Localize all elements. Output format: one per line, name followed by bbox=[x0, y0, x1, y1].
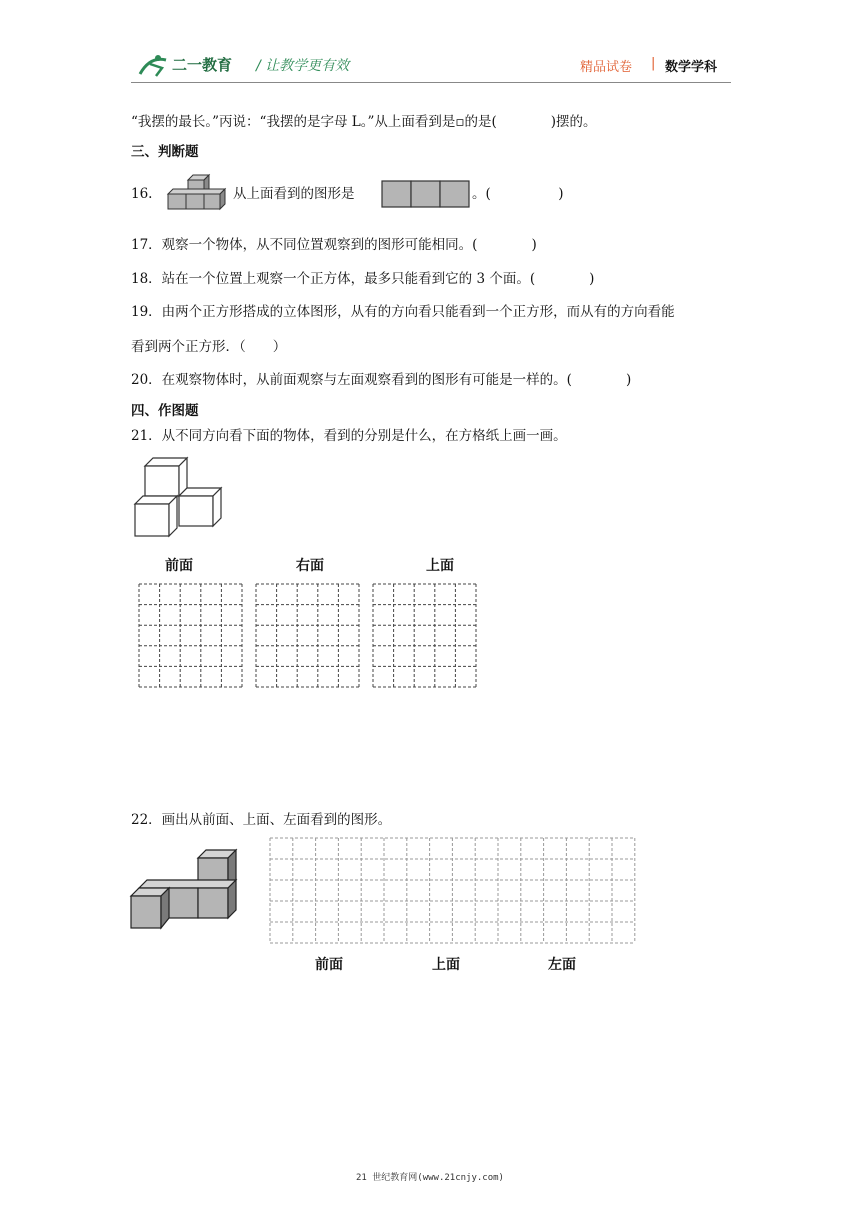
header-slogan: / 让教学更有效 bbox=[256, 58, 350, 74]
brand-name: 二一教育 bbox=[172, 56, 233, 74]
q20-text: 20．在观察物体时，从前面观察与左面观察看到的图形有可能是一样的。( ) bbox=[131, 372, 632, 388]
brand-logo-icon bbox=[136, 50, 248, 80]
q21-label-front: 前面 bbox=[165, 558, 193, 574]
q21-grid-paper[interactable] bbox=[138, 583, 480, 689]
q16-answer-blank[interactable]: 。( ) bbox=[472, 186, 564, 202]
section-4-title: 四、作图题 bbox=[131, 403, 199, 419]
q16-text: 从上面看到的图形是 bbox=[233, 186, 355, 202]
q17-text: 17．观察一个物体，从不同位置观察到的图形可能相同。( ) bbox=[131, 237, 537, 253]
q21-text: 21．从不同方向看下面的物体，看到的分别是什么，在方格纸上画一画。 bbox=[131, 428, 567, 444]
q21-grid-right[interactable] bbox=[256, 584, 359, 687]
footer-copyright: 21 世纪教育网(www.21cnjy.com) bbox=[356, 1173, 504, 1183]
q22-label-front: 前面 bbox=[315, 957, 343, 973]
q22-text: 22．画出从前面、上面、左面看到的图形。 bbox=[131, 812, 392, 828]
header-tag-subject: 数学学科 bbox=[665, 60, 718, 75]
header-separator: | bbox=[651, 56, 656, 71]
carry-over-text: “我摆的最长。”丙说：“我摆的是字母 L。”从上面看到是▫的是( )摆的。 bbox=[131, 114, 597, 130]
q16-number: 16. bbox=[131, 186, 153, 202]
q18-text: 18．站在一个位置上观察一个正方体，最多只能看到它的 3 个面。( ) bbox=[131, 271, 595, 287]
q21-label-right: 右面 bbox=[296, 558, 324, 574]
q21-grid-front[interactable] bbox=[139, 584, 242, 687]
q21-cubes-figure bbox=[133, 148, 225, 538]
q22-label-top: 上面 bbox=[432, 957, 460, 973]
q21-label-top: 上面 bbox=[426, 558, 454, 574]
q22-label-left: 左面 bbox=[548, 957, 576, 973]
header-tag-exam: 精品试卷 bbox=[580, 60, 633, 75]
header-divider bbox=[131, 82, 731, 83]
q19-text-line2: 看到两个正方形．（ ） bbox=[131, 339, 287, 355]
section-3-title: 三、判断题 bbox=[131, 144, 199, 160]
q21-grid-top[interactable] bbox=[373, 584, 476, 687]
q16-top-view-figure bbox=[381, 180, 471, 208]
q19-text-line1: 19．由两个正方形搭成的立体图形，从有的方向看只能看到一个正方形，而从有的方向看能 bbox=[131, 304, 675, 320]
q22-grid-paper[interactable] bbox=[269, 837, 636, 944]
q22-cubes-figure bbox=[129, 846, 241, 930]
q22-grid-cells[interactable] bbox=[270, 838, 635, 943]
